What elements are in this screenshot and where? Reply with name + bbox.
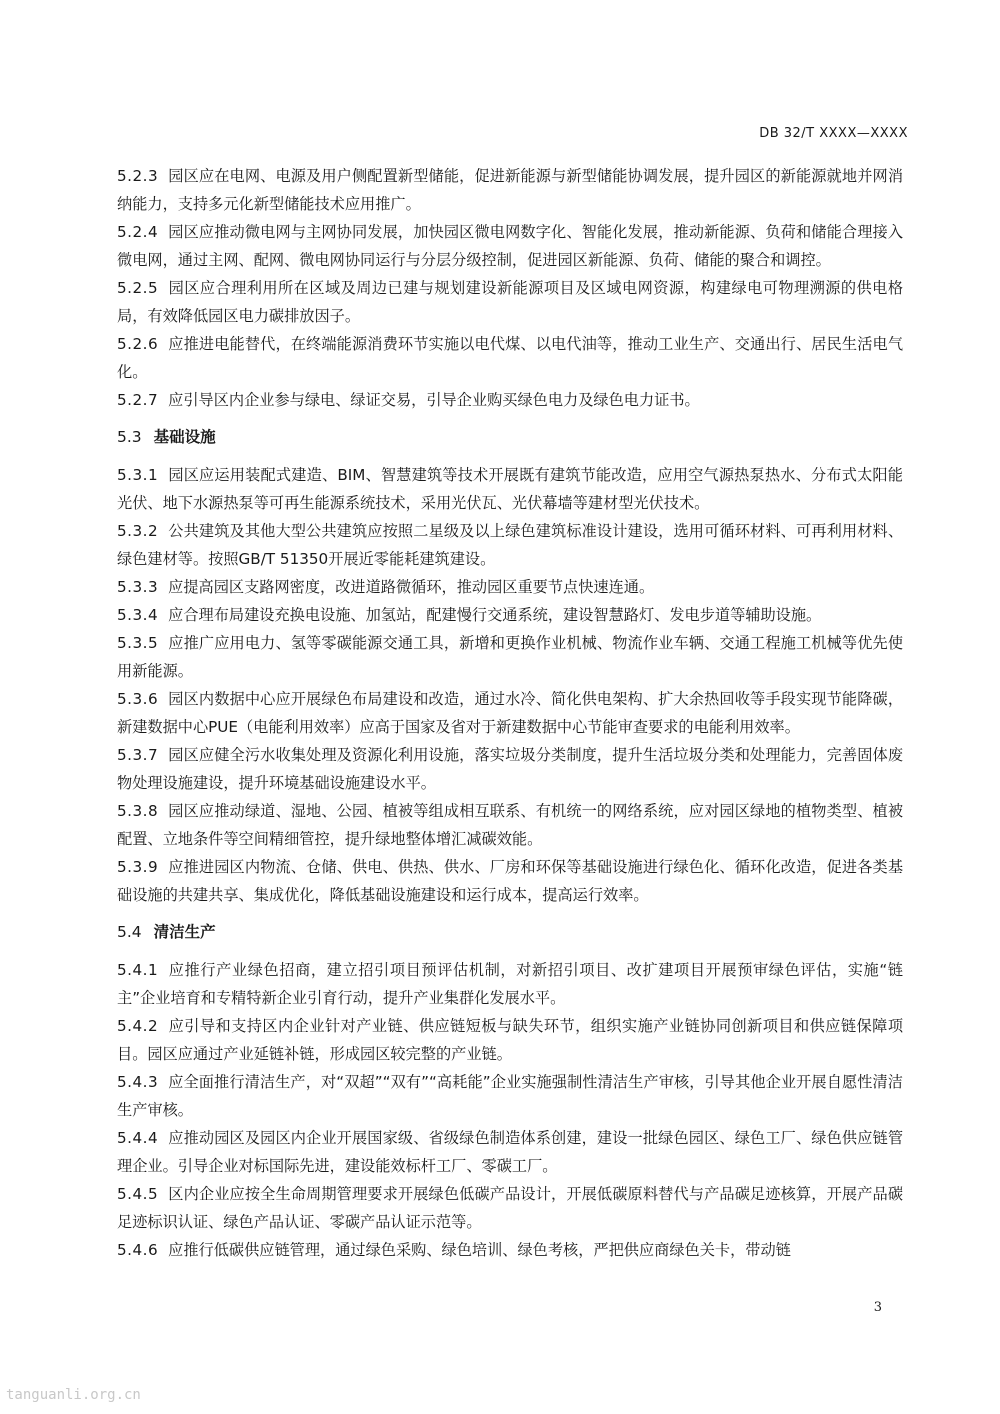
clause-5-3-9: [117, 853, 903, 909]
clause-5-3-8: [117, 797, 903, 853]
clause-5-2-3: [117, 162, 903, 218]
clause-5-4-6: [117, 1236, 903, 1264]
clause-5-2-4: [117, 218, 903, 274]
clause-text: 园区应合理利用所在区域及周边已建与规划建设新能源项目及区域电网资源，构建绿电可物理溯源的供电格局，有效降低园区电力碳排放因子。: [117, 279, 903, 325]
clause-number: 5.3.9: [117, 858, 159, 876]
clause-text: 园区应在电网、电源及用户侧配置新型储能，促进新能源与新型储能协调发展，提升园区的新能源就地并网消纳能力，支持多元化新型储能技术应用推广。: [117, 167, 903, 213]
clause-text: 公共建筑及其他大型公共建筑应按照二星级及以上绿色建筑标准设计建设，选用可循环材料、可再利用材料、绿色建材等。按照GB/T 51350开展近零能耗建筑建设。: [117, 522, 903, 568]
document-code: DB 32/T XXXX—XXXX: [759, 126, 908, 141]
clause-5-4-5: [117, 1180, 903, 1236]
document-body: [117, 162, 903, 1264]
clause-5-4-3: [117, 1068, 903, 1124]
clause-text: 应引导和支持区内企业针对产业链、供应链短板与缺失环节，组织实施产业链协同创新项目和供应链保障项目。园区应通过产业延链补链，形成园区较完整的产业链。: [117, 1017, 903, 1063]
clause-number: 5.4.1: [117, 961, 159, 979]
clause-text: 应推行产业绿色招商，建立招引项目预评估机制，对新招引项目、改扩建项目开展预审绿色评估，实施“链主”企业培育和专精特新企业引育行动，提升产业集群化发展水平。: [117, 961, 903, 1007]
clause-text: 应全面推行清洁生产，对“双超”“双有”“高耗能”企业实施强制性清洁生产审核，引导其他企业开展自愿性清洁生产审核。: [117, 1073, 903, 1119]
clause-text: 应引导区内企业参与绿电、绿证交易，引导企业购买绿色电力及绿色电力证书。: [168, 391, 700, 409]
section-title-text: 基础设施: [153, 428, 216, 446]
clause-text: 应推动园区及园区内企业开展国家级、省级绿色制造体系创建，建设一批绿色园区、绿色工厂、绿色供应链管理企业。引导企业对标国际先进，建设能效标杆工厂、零碳工厂。: [117, 1129, 903, 1175]
watermark: tanguanli.org.cn: [6, 1387, 141, 1403]
clause-number: 5.2.5: [117, 279, 159, 297]
clause-number: 5.3.4: [117, 606, 159, 624]
clause-5-3-5: [117, 629, 903, 685]
clause-5-4-4: [117, 1124, 903, 1180]
clause-number: 5.2.4: [117, 223, 159, 241]
clause-5-2-6: [117, 330, 903, 386]
clause-number: 5.4.4: [117, 1129, 159, 1147]
clause-text: 应提高园区支路网密度，改进道路微循环，推动园区重要节点快速连通。: [168, 578, 655, 596]
section-heading-5-4: [117, 918, 903, 946]
clause-5-3-2: [117, 517, 903, 573]
clause-text: 园区应推动绿道、湿地、公园、植被等组成相互联系、有机统一的网络系统，应对园区绿地的植物类型、植被配置、立地条件等空间精细管控，提升绿地整体增汇减碳效能。: [117, 802, 903, 848]
clause-number: 5.3.3: [117, 578, 159, 596]
clause-text: 园区应推动微电网与主网协同发展，加快园区微电网数字化、智能化发展，推动新能源、负荷和储能合理接入微电网，通过主网、配网、微电网协同运行与分层分级控制，促进园区新能源、负荷、储能的聚合和调控。: [117, 223, 903, 269]
clause-text: 应推进园区内物流、仓储、供电、供热、供水、厂房和环保等基础设施进行绿色化、循环化改造，促进各类基础设施的共建共享、集成优化，降低基础设施建设和运行成本，提高运行效率。: [117, 858, 903, 904]
section-heading-5-3: [117, 423, 903, 451]
clause-number: 5.4.2: [117, 1017, 159, 1035]
clause-text: 应推广应用电力、氢等零碳能源交通工具，新增和更换作业机械、物流作业车辆、交通工程施工机械等优先使用新能源。: [117, 634, 903, 680]
clause-5-3-1: [117, 461, 903, 517]
clause-5-3-6: [117, 685, 903, 741]
clause-5-4-1: [117, 956, 903, 1012]
clause-number: 5.2.3: [117, 167, 159, 185]
clause-5-2-5: [117, 274, 903, 330]
clause-number: 5.4.3: [117, 1073, 159, 1091]
clause-number: 5.3.6: [117, 690, 159, 708]
clause-number: 5.4.6: [117, 1241, 159, 1259]
section-number: 5.3: [117, 428, 142, 446]
clause-text: 园区应运用装配式建造、BIM、智慧建筑等技术开展既有建筑节能改造，应用空气源热泵热水、分布式太阳能光伏、地下水源热泵等可再生能源系统技术，采用光伏瓦、光伏幕墙等建材型光伏技术。: [117, 466, 903, 512]
clause-5-3-3: [117, 573, 903, 601]
clause-text: 园区应健全污水收集处理及资源化利用设施，落实垃圾分类制度，提升生活垃圾分类和处理能力，完善固体废物处理设施建设，提升环境基础设施建设水平。: [117, 746, 903, 792]
clause-number: 5.3.7: [117, 746, 159, 764]
section-number: 5.4: [117, 923, 142, 941]
clause-number: 5.2.6: [117, 335, 159, 353]
clause-number: 5.2.7: [117, 391, 159, 409]
clause-5-3-4: [117, 601, 903, 629]
clause-number: 5.3.2: [117, 522, 159, 540]
clause-number: 5.4.5: [117, 1185, 159, 1203]
clause-text: 园区内数据中心应开展绿色布局建设和改造，通过水冷、简化供电架构、扩大余热回收等手段实现节能降碳，新建数据中心PUE（电能利用效率）应高于国家及省对于新建数据中心节能审查要求的电能利用效率。: [117, 690, 903, 736]
page-number: 3: [873, 1300, 882, 1315]
clause-5-2-7: [117, 386, 903, 414]
clause-number: 5.3.5: [117, 634, 159, 652]
clause-text: 区内企业应按全生命周期管理要求开展绿色低碳产品设计，开展低碳原料替代与产品碳足迹核算，开展产品碳足迹标识认证、绿色产品认证、零碳产品认证示范等。: [117, 1185, 903, 1231]
clause-text: 应推行低碳供应链管理，通过绿色采购、绿色培训、绿色考核，严把供应商绿色关卡，带动链: [168, 1241, 791, 1259]
clause-5-4-2: [117, 1012, 903, 1068]
clause-5-3-7: [117, 741, 903, 797]
section-title-text: 清洁生产: [153, 923, 216, 941]
clause-number: 5.3.8: [117, 802, 159, 820]
clause-text: 应合理布局建设充换电设施、加氢站，配建慢行交通系统，建设智慧路灯、发电步道等辅助设施。: [168, 606, 822, 624]
clause-number: 5.3.1: [117, 466, 159, 484]
clause-text: 应推进电能替代，在终端能源消费环节实施以电代煤、以电代油等，推动工业生产、交通出行、居民生活电气化。: [117, 335, 903, 381]
